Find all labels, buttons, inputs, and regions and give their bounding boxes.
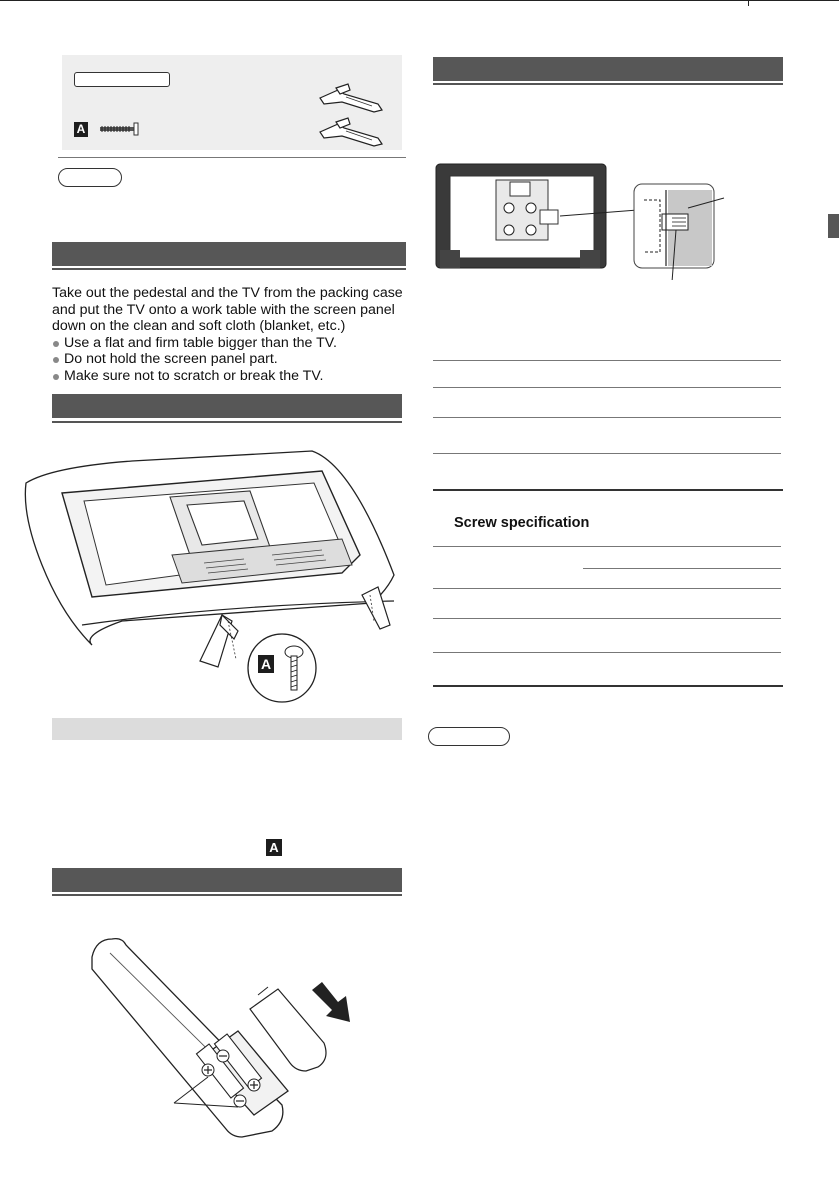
table-rule xyxy=(433,453,781,454)
screw-a-badge: A xyxy=(74,122,88,137)
section-header-rule xyxy=(52,894,402,896)
note-label-pill xyxy=(58,168,122,187)
intro-bullet: Do not hold the screen panel part. xyxy=(52,351,412,368)
screw-a-badge: A xyxy=(266,839,282,856)
intro-line: Take out the pedestal and the TV from the packing case xyxy=(52,285,403,301)
table-rule xyxy=(433,360,781,361)
tv-on-cloth-illustration xyxy=(22,425,402,715)
section-header-bar xyxy=(433,57,783,81)
intro-line: down on the clean and soft cloth (blanket, etc.) xyxy=(52,318,346,335)
screw-spec-heading: Screw specification xyxy=(454,515,590,531)
wall-mount-illustration xyxy=(434,160,734,280)
remote-control-illustration xyxy=(82,925,382,1140)
table-rule xyxy=(433,652,781,653)
table-rule xyxy=(583,568,781,569)
section-header-rule xyxy=(433,83,783,85)
screw-a-badge: A xyxy=(258,655,274,673)
intro-line: and put the TV onto a work table with the screen panel xyxy=(52,301,395,318)
section-header-rule xyxy=(52,268,406,270)
divider xyxy=(58,157,406,158)
section-header-bar xyxy=(52,242,406,266)
intro-bullet: Make sure not to scratch or break the TV. xyxy=(52,368,412,385)
intro-text xyxy=(52,285,412,385)
section-header-bar xyxy=(52,394,402,418)
page-top-rule xyxy=(0,0,839,5)
table-rule xyxy=(433,387,781,388)
battery-cover-arrow-icon xyxy=(306,980,356,1028)
tv-stand-leg-icon xyxy=(316,80,390,150)
accessory-label-pill xyxy=(74,72,170,87)
screw-callout xyxy=(246,630,318,706)
intro-bullet: Use a flat and firm table bigger than the TV. xyxy=(52,335,412,352)
note-label-pill xyxy=(428,727,510,746)
screw-icon xyxy=(96,122,142,136)
section-header-bar xyxy=(52,868,402,892)
table-rule xyxy=(433,417,781,418)
chapter-tab xyxy=(828,214,839,238)
table-rule xyxy=(433,618,781,619)
table-rule xyxy=(433,546,781,547)
subsection-bar xyxy=(52,718,402,740)
table-bottom-rule xyxy=(433,685,783,687)
table-bottom-rule xyxy=(433,489,783,491)
section-header-rule xyxy=(52,421,402,423)
table-rule xyxy=(433,588,781,589)
